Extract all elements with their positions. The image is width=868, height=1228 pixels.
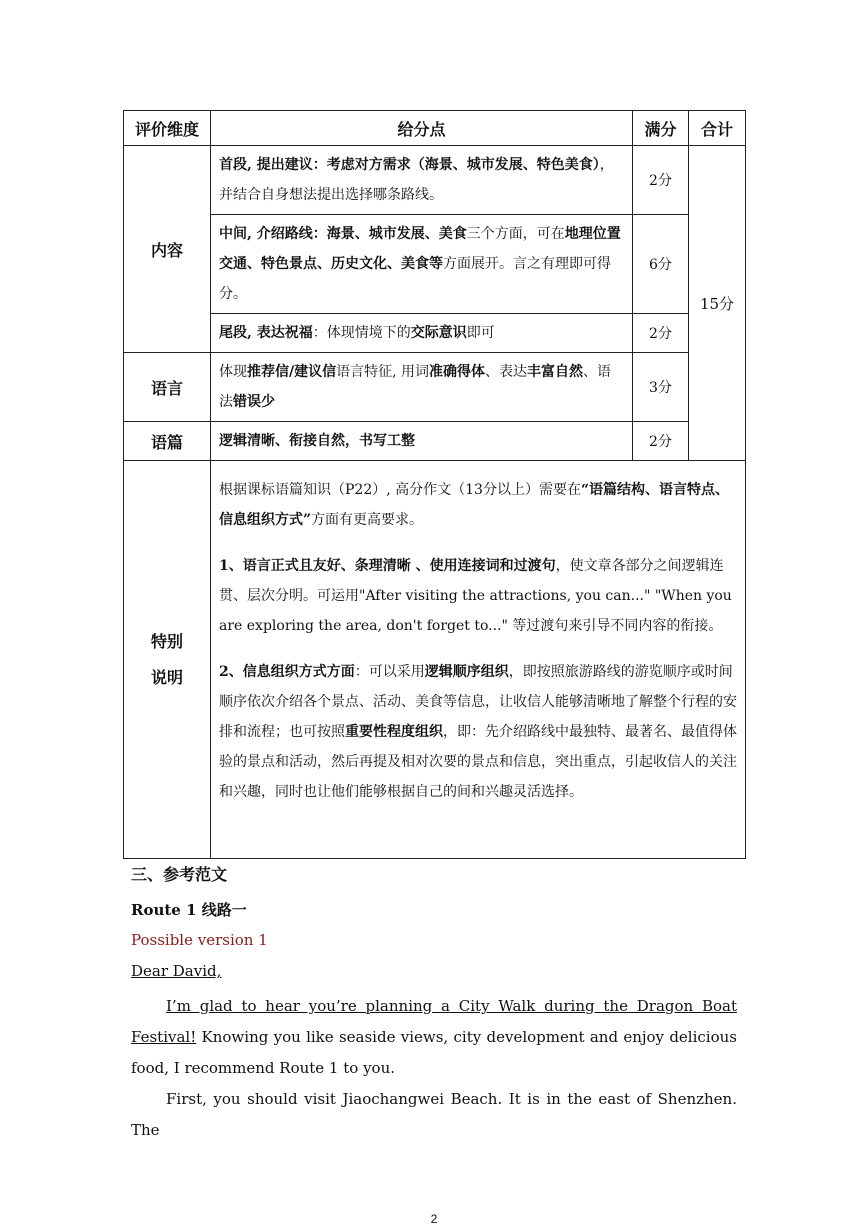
header-dimension: 评价维度: [124, 111, 211, 146]
section-title: 三、参考范文: [131, 865, 228, 884]
score-cell: 3分: [633, 353, 689, 422]
score-cell: 2分: [633, 314, 689, 353]
table-row: [124, 422, 746, 461]
content-dimension-label: 内容: [124, 146, 211, 353]
point-opening-paragraph: 首段, 提出建议：考虑对方需求（海景、城市发展、特色美食），并结合自身想法提出选择哪条路线。: [211, 146, 633, 215]
version-label: Possible version 1: [131, 931, 268, 949]
special-notes-content: [211, 461, 746, 859]
letter-paragraph-2: First, you should visit Jiaochangwei Beach. It is in the east of Shenzhen. The: [131, 1090, 737, 1139]
special-notes-label: 特别 说明: [124, 461, 211, 859]
scoring-rubric-table: [123, 110, 746, 859]
table-header-row: [124, 111, 746, 146]
table-row: [124, 461, 746, 859]
table-row: [124, 146, 746, 215]
header-points: 给分点: [211, 111, 633, 146]
table-row: [124, 215, 746, 314]
notes-paragraph-3: 2、信息组织方式方面：可以采用逻辑顺序组织，即按照旅游路线的游览顺序或时间顺序依次介绍各个景点、活动、美食等信息，让收信人能够清晰地了解整个行程的安排和流程；也可按照重要性程度组织，即：先介绍路线中最独特、最著名、最值得体验的景点和活动，然后再提及相对次要的景点和信息，突出重点，引起收信人的关注和兴趣，同时也让他们能够根据自己的间和兴趣灵活选择。: [219, 664, 737, 800]
language-dimension-label: 语言: [124, 353, 211, 422]
point-body-paragraph: 中间, 介绍路线：海景、城市发展、美食三个方面，可在地理位置交通、特色景点、历史文化、美食等方面展开。言之有理即可得分。: [211, 215, 633, 314]
header-full-score: 满分: [633, 111, 689, 146]
total-score-cell: 15分: [689, 146, 746, 461]
notes-paragraph-1: 根据课标语篇知识（P22）, 高分作文（13分以上）需要在“语篇结构、语言特点、信息组织方式”方面有更高要求。: [219, 482, 730, 528]
letter-paragraph-1: I’m glad to hear you’re planning a City Walk during the Dragon Boat Festival! Knowing you like seaside views, city development and enjoy delicious food, I recommend Route 1 to you.: [131, 997, 737, 1077]
route-title: Route 1 线路一: [131, 901, 247, 919]
table-row: [124, 353, 746, 422]
table-row: [124, 314, 746, 353]
page-number: 2: [430, 1212, 438, 1226]
discourse-dimension-label: 语篇: [124, 422, 211, 461]
letter-body: [131, 991, 737, 1146]
header-total: 合计: [689, 111, 746, 146]
score-cell: 6分: [633, 215, 689, 314]
point-language: 体现推荐信/建议信语言特征, 用词准确得体、表达丰富自然、语法错误少: [211, 353, 633, 422]
score-cell: 2分: [633, 422, 689, 461]
notes-paragraph-2: 1、语言正式且友好、条理清晰 、使用连接词和过渡句，使文章各部分之间逻辑连贯、层次分明。可运用"After visiting the attractions, you can..." "When you are exploring the area, don't forget to..." 等过渡句来引导不同内容的衔接。: [219, 558, 732, 634]
point-discourse: 逻辑清晰、衔接自然，书写工整: [211, 422, 633, 461]
letter-greeting: Dear David,: [131, 962, 222, 980]
point-closing-paragraph: 尾段, 表达祝福：体现情境下的交际意识即可: [211, 314, 633, 353]
score-cell: 2分: [633, 146, 689, 215]
